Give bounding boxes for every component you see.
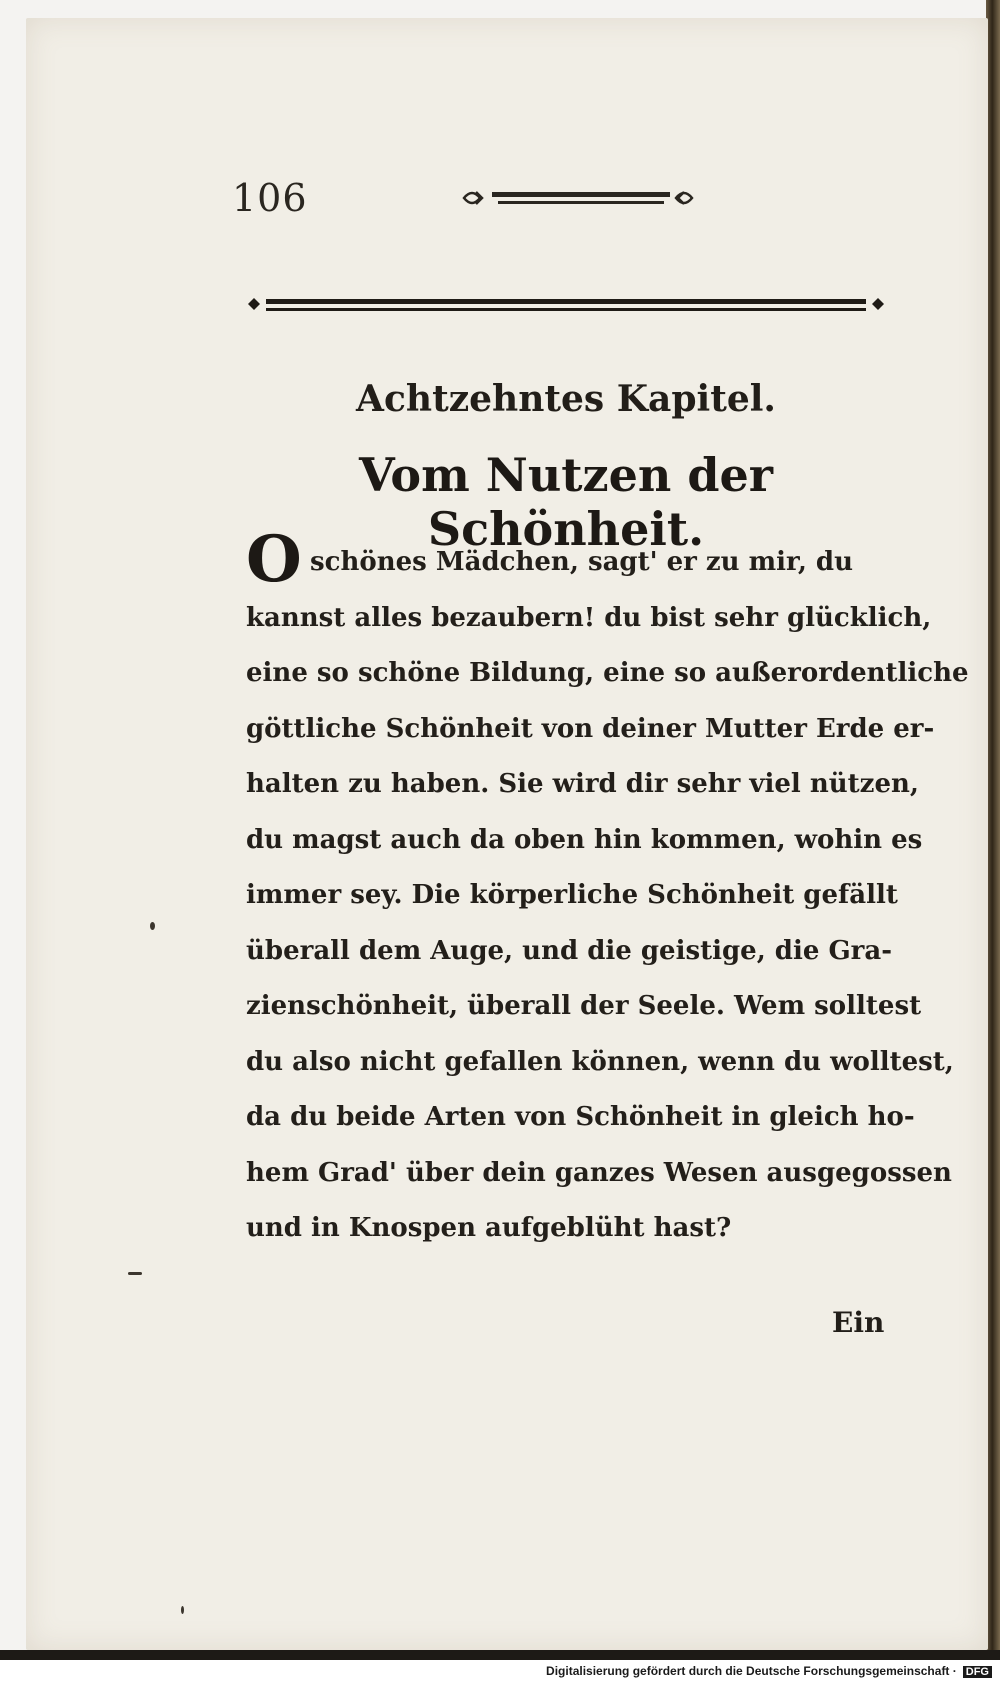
text-line: du also nicht gefallen können, wenn du wolltest,: [246, 1046, 954, 1077]
text-line: du magst auch da oben hin kommen, wohin es: [246, 824, 923, 855]
chapter-title: Achtzehntes Kapitel.: [356, 378, 776, 420]
page-number: 106: [232, 176, 308, 220]
chapter-subtitle: Vom Nutzen der Schönheit.: [358, 448, 774, 556]
text-line: göttliche Schönheit von deiner Mutter Erde er-: [246, 713, 935, 744]
book-spine-edge: [986, 0, 1000, 1660]
text-line: eine so schöne Bildung, eine so außerordentliche: [246, 658, 969, 688]
digitization-credit: [546, 1664, 992, 1678]
dfg-logo: DFG: [963, 1666, 992, 1678]
body-text: [246, 535, 969, 1257]
paper-speck: [128, 1272, 142, 1275]
text-line: kannst alles bezaubern! du bist sehr glücklich,: [246, 602, 932, 633]
paper-speck: [181, 1606, 184, 1614]
text-line: hem Grad' über dein ganzes Wesen ausgegossen: [246, 1157, 952, 1188]
text-line: zienschönheit, überall der Seele. Wem solltest: [246, 991, 922, 1021]
text-line: da du beide Arten von Schönheit in gleich ho-: [246, 1102, 915, 1132]
header-ornament: [462, 186, 702, 210]
text-line: immer sey. Die körperliche Schönheit gefällt: [246, 880, 898, 910]
paper-speck: [150, 922, 155, 930]
chapter-divider-rule: [246, 290, 886, 320]
scan-bottom-border: [0, 1650, 1000, 1660]
text-line: schönes Mädchen, sagt' er zu mir, du: [310, 547, 854, 577]
text-line: halten zu haben. Sie wird dir sehr viel nützen,: [246, 769, 919, 799]
text-line: und in Knospen aufgeblüht hast?: [246, 1213, 732, 1243]
credit-text: Digitalisierung gefördert durch die Deutsche Forschungsgemeinschaft ·: [546, 1664, 957, 1678]
catchword: Ein: [832, 1306, 885, 1339]
text-line: überall dem Auge, und die geistige, die Gra-: [246, 935, 892, 966]
drop-initial: O: [246, 522, 302, 597]
